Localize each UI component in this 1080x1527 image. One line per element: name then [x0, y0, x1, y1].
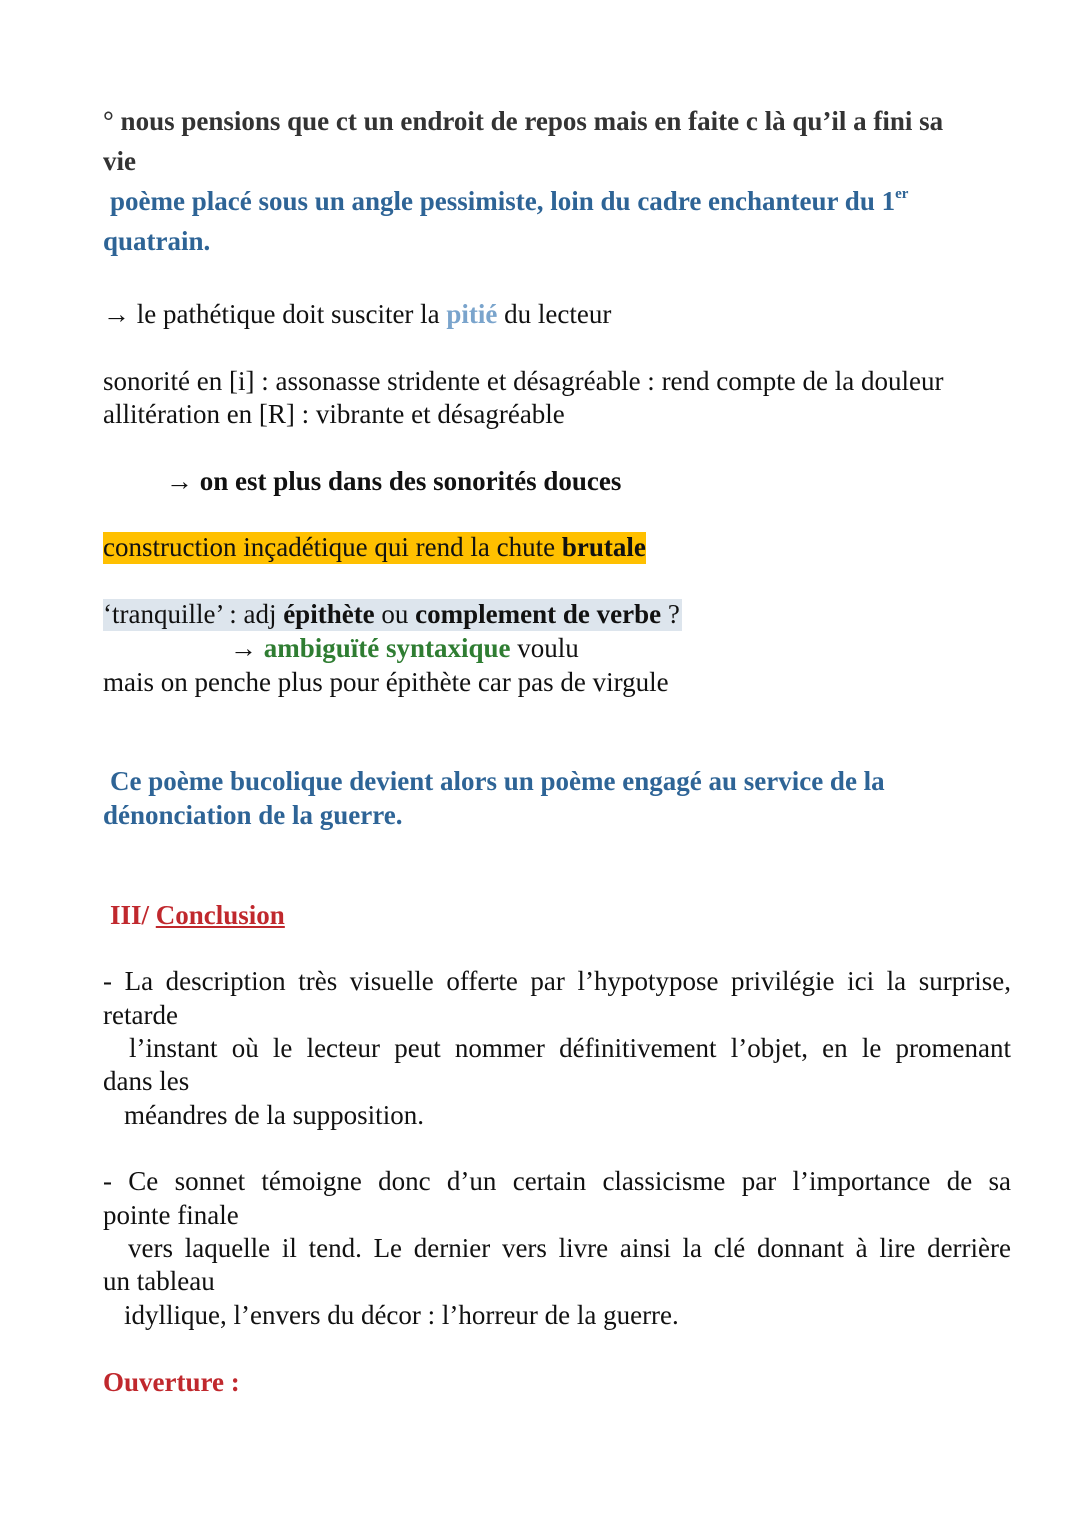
pathetique-before: le pathétique doit susciter la: [136, 299, 440, 329]
conclusion-p2-line3: [128, 1231, 1011, 1265]
pitie-word: pitié: [446, 299, 498, 329]
pathetique-after: du lecteur: [504, 299, 612, 329]
epithete-word: épithète: [283, 599, 375, 629]
virgule-text: mais on penche plus pour épithète car pas de virgule: [103, 667, 669, 697]
ou-word: ou: [381, 599, 409, 629]
engage-statement-text: Ce poème bucolique devient alors un poème engagé au service de la: [110, 766, 885, 796]
conclusion-p2-line4: [103, 1264, 215, 1298]
ouverture-label: Ouverture :: [103, 1367, 240, 1397]
conclusion-p2-line3-text: vers laquelle il tend. Le dernier vers livre ainsi la clé donnant à lire derrière: [128, 1233, 1011, 1263]
voulu-word: voulu: [517, 633, 579, 663]
construction-line: [103, 530, 646, 564]
conclusion-p1-line3-text: l’instant où le lecteur peut nommer définitivement l’objet, en le promenant: [129, 1033, 1011, 1063]
note-line-text: ° nous pensions que ct un endroit de repos mais en faite c là qu’il a fini sa: [103, 106, 944, 136]
conclusion-p1-line4-text: dans les: [103, 1066, 190, 1096]
engage-statement-continued: [103, 798, 403, 832]
conclusion-p1-line2-text: retarde: [103, 1000, 178, 1030]
tranquille-mid: : adj: [229, 599, 277, 629]
conclusion-p1-line1-text: - La description très visuelle offerte par l’hypotypose privilégie ici la surprise,: [103, 966, 1011, 996]
pessimism-statement-text: poème placé sous un angle pessimiste, loin du cadre enchanteur du 1: [110, 186, 896, 216]
construction-highlight: [103, 532, 646, 564]
arrow-glyph: →: [103, 299, 130, 329]
alliteration-line: [103, 397, 565, 431]
sonorites-conclusion: [166, 464, 621, 498]
note-line: [103, 104, 943, 138]
engage-statement-continued-text: dénonciation de la guerre.: [103, 800, 403, 830]
conclusion-p1-line2: [103, 998, 178, 1032]
question-mark: ?: [667, 599, 680, 629]
conclusion-p2-line2-text: pointe finale: [103, 1200, 239, 1230]
brutale-word: brutale: [561, 532, 646, 562]
ordinal-superscript: er: [895, 186, 909, 202]
conclusion-p2-line4-text: un tableau: [103, 1266, 215, 1296]
conclusion-p1-line4: [103, 1064, 189, 1098]
conclusion-p1-line3: [129, 1031, 1011, 1065]
conclusion-p2-line5: [124, 1298, 679, 1332]
tranquille-line: [103, 597, 682, 631]
conclusion-p1-line1: [103, 964, 1011, 998]
engage-statement: [110, 764, 885, 798]
pathetique-line: [103, 297, 611, 331]
virgule-line: [103, 665, 669, 699]
conclusion-p2-line1-text: - Ce sonnet témoigne donc d’un certain classicisme par l’importance de sa: [103, 1166, 1011, 1196]
complement-word: complement de verbe: [415, 599, 662, 629]
pessimism-statement-continued-text: quatrain.: [103, 226, 211, 256]
tranquille-highlight: [103, 599, 682, 631]
conclusion-number: III/: [110, 900, 150, 930]
conclusion-heading: [110, 898, 285, 932]
tranquille-word: ‘tranquille’: [103, 599, 223, 629]
ambiguite-term: ambiguïté syntaxique: [263, 633, 511, 663]
sonorite-line: [103, 364, 943, 398]
ambiguite-line: [230, 631, 579, 665]
arrow-glyph: →: [230, 633, 257, 663]
sonorite-text: sonorité en [i] : assonasse stridente et désagréable : rend compte de la douleur: [103, 366, 944, 396]
conclusion-p2-line1: [103, 1164, 1011, 1198]
conclusion-p2-line5-text: idyllique, l’envers du décor : l’horreur de la guerre.: [124, 1300, 679, 1330]
construction-text: construction inçadétique qui rend la chute: [103, 532, 556, 562]
pessimism-statement-continued: [103, 224, 210, 258]
conclusion-p1-line5-text: méandres de la supposition.: [124, 1100, 424, 1130]
pessimism-statement: [110, 184, 908, 218]
ouverture-heading: [103, 1365, 240, 1399]
note-line-continued-text: vie: [103, 146, 136, 176]
conclusion-p1-line5: [124, 1098, 424, 1132]
sonorites-conclusion-text: → on est plus dans des sonorités douces: [166, 466, 622, 496]
conclusion-title: Conclusion: [155, 900, 285, 930]
note-line-continued: [103, 144, 136, 178]
alliteration-text: allitération en [R] : vibrante et désagréable: [103, 399, 565, 429]
conclusion-p2-line2: [103, 1198, 239, 1232]
